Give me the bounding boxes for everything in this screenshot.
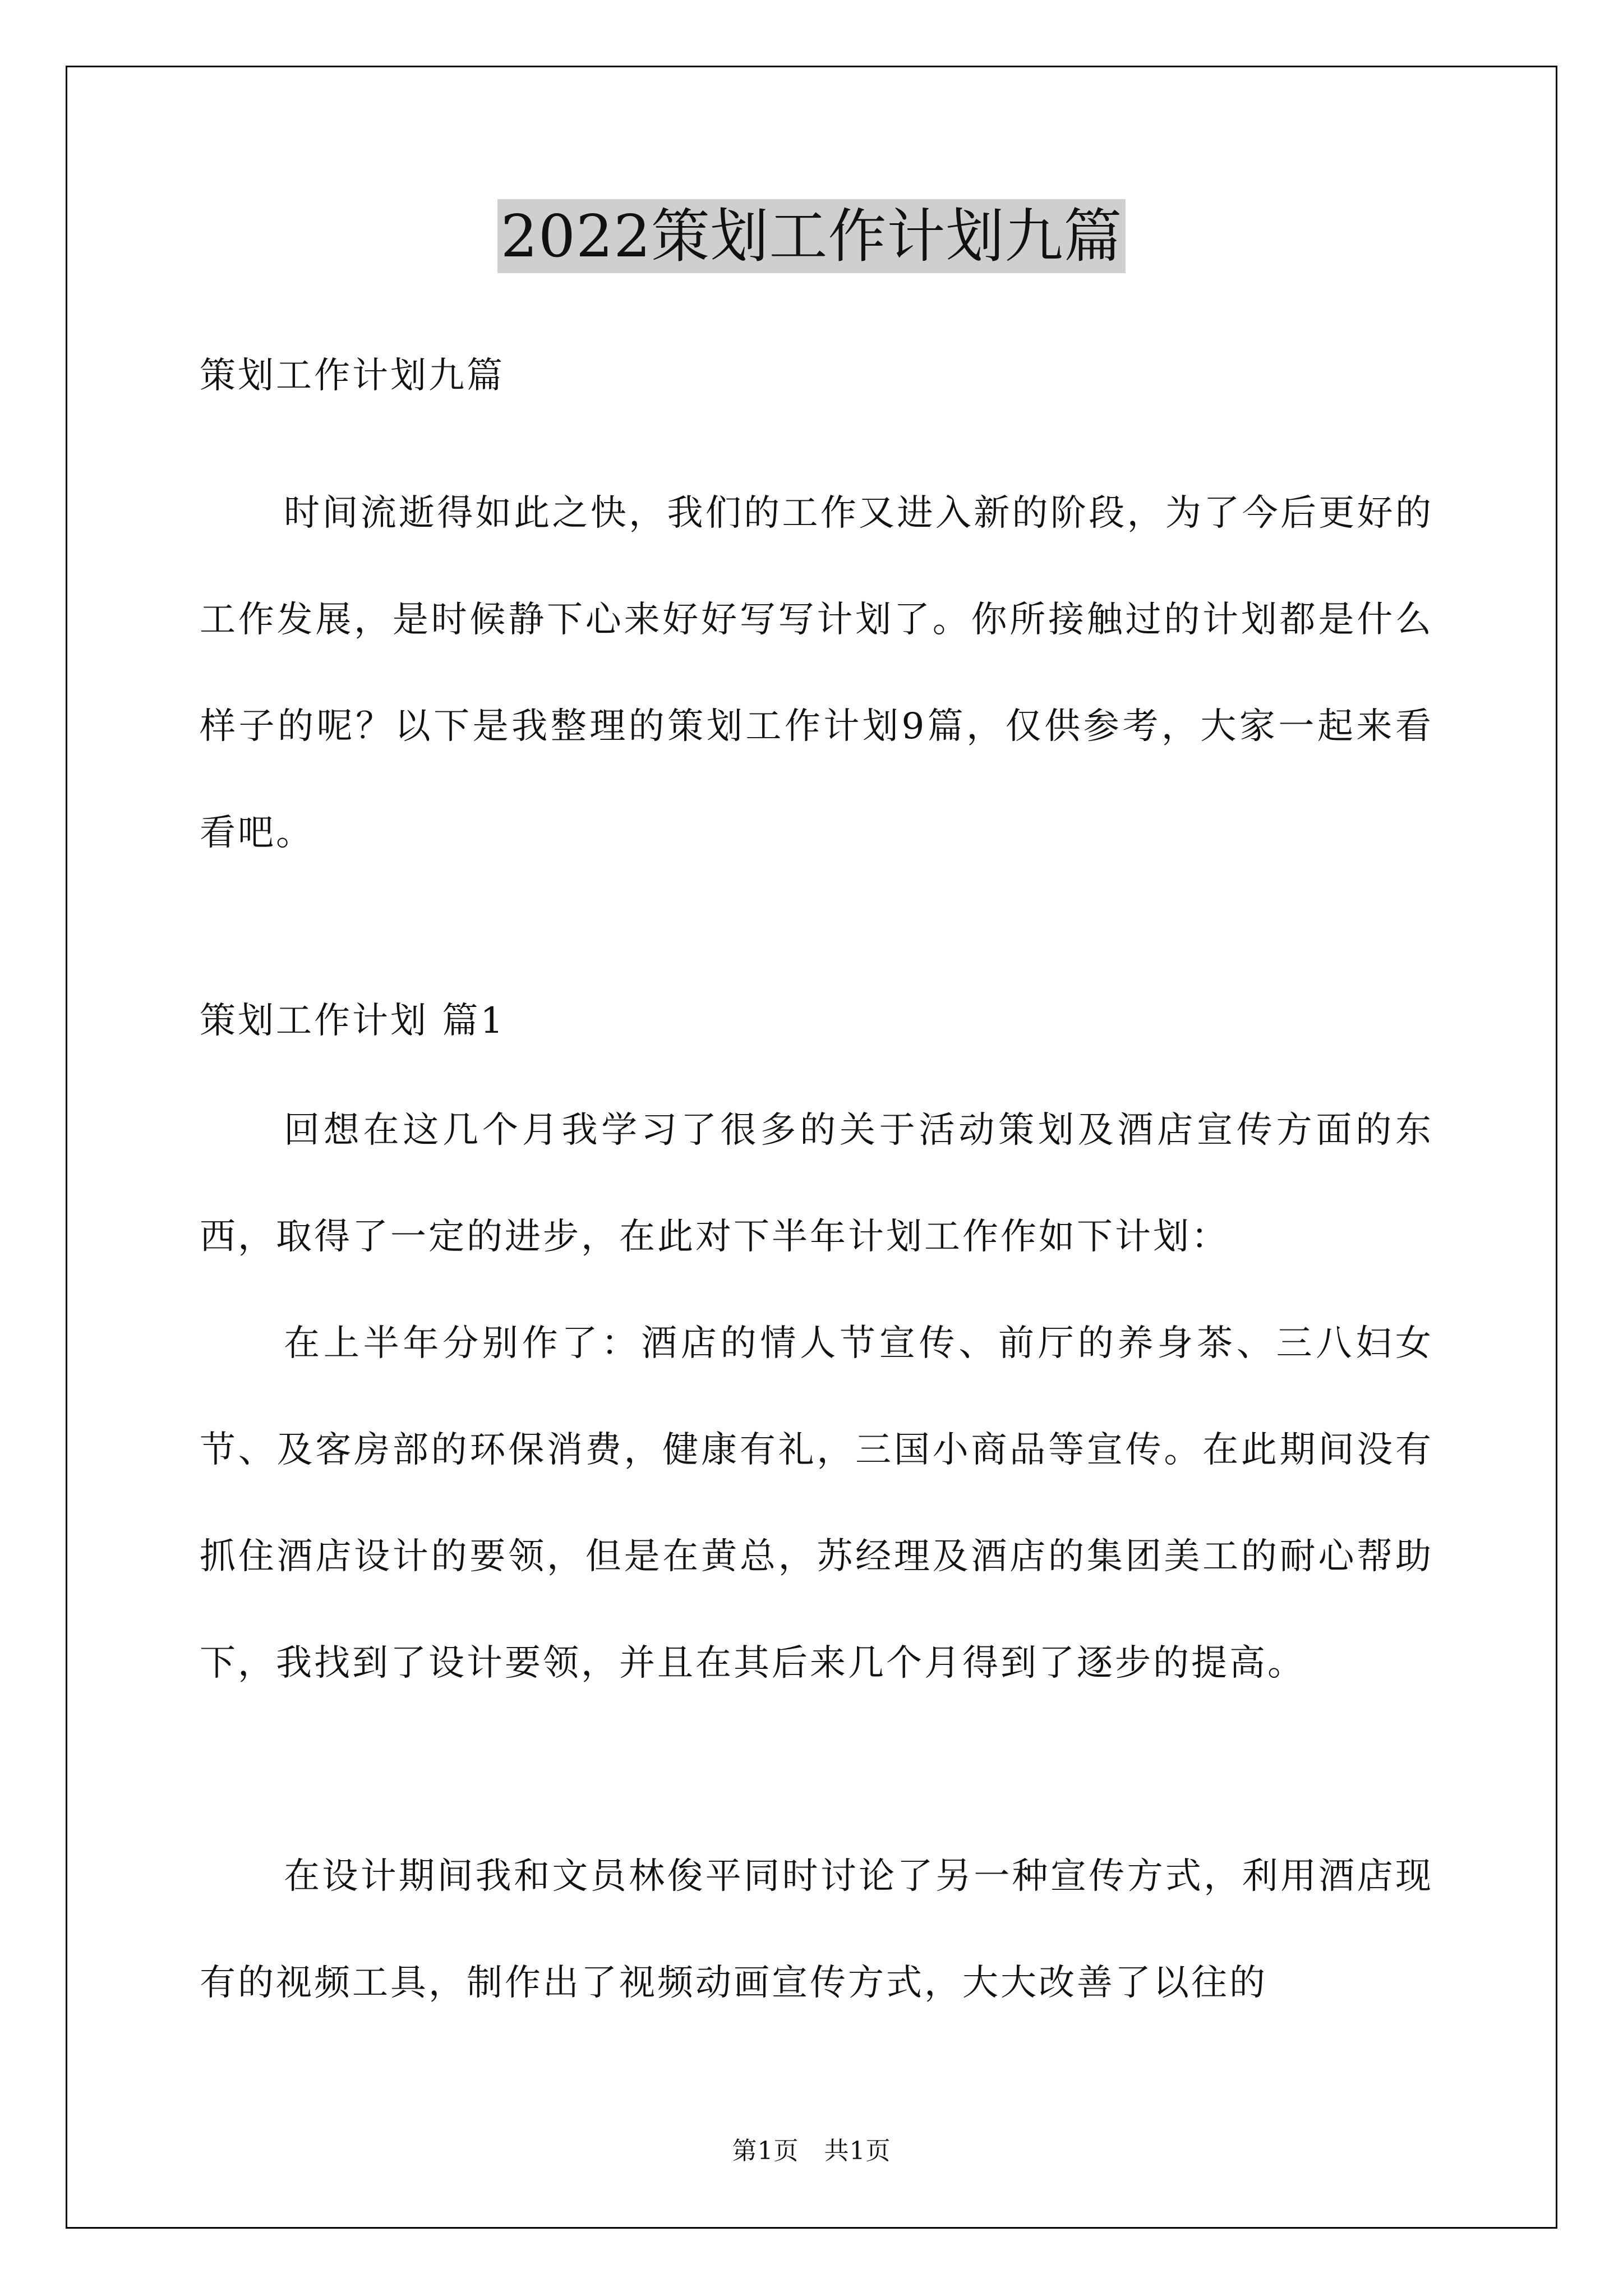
page-total: 共1页 — [824, 2137, 891, 2165]
document-subtitle: 策划工作计划九篇 — [200, 355, 505, 397]
body-paragraph-2: 在上半年分别作了：酒店的情人节宣传、前厅的养身茶、三八妇女节、及客房部的环保消费，健康有礼，三国小商品等宣传。在此期间没有抓住酒店设计的要领，但是在黄总，苏经理及酒店的集团美工的耐心帮助下，我找到了设计要领，并且在其后来几个月得到了逐步的提高。 — [200, 1323, 1433, 1684]
section-heading: 策划工作计划 篇1 — [200, 1000, 506, 1042]
page-footer — [0, 2134, 1623, 2168]
document-title: 2022策划工作计划九篇 — [497, 199, 1126, 273]
intro-paragraph: 时间流逝得如此之快，我们的工作又进入新的阶段，为了今后更好的工作发展，是时候静下心来好好写写计划了。你所接触过的计划都是什么样子的呢？以下是我整理的策划工作计划9篇，仅供参考，大家一起来看看吧。 — [200, 493, 1433, 854]
body-paragraph-1: 回想在这几个月我学习了很多的关于活动策划及酒店宣传方面的东西，取得了一定的进步，在此对下半年计划工作作如下计划： — [200, 1110, 1433, 1258]
title-container — [0, 199, 1623, 273]
page-number: 第1页 — [732, 2137, 799, 2165]
body-paragraph-3: 在设计期间我和文员林俊平同时讨论了另一种宣传方式，利用酒店现有的视频工具，制作出了视频动画宣传方式，大大改善了以往的 — [200, 1856, 1433, 2004]
